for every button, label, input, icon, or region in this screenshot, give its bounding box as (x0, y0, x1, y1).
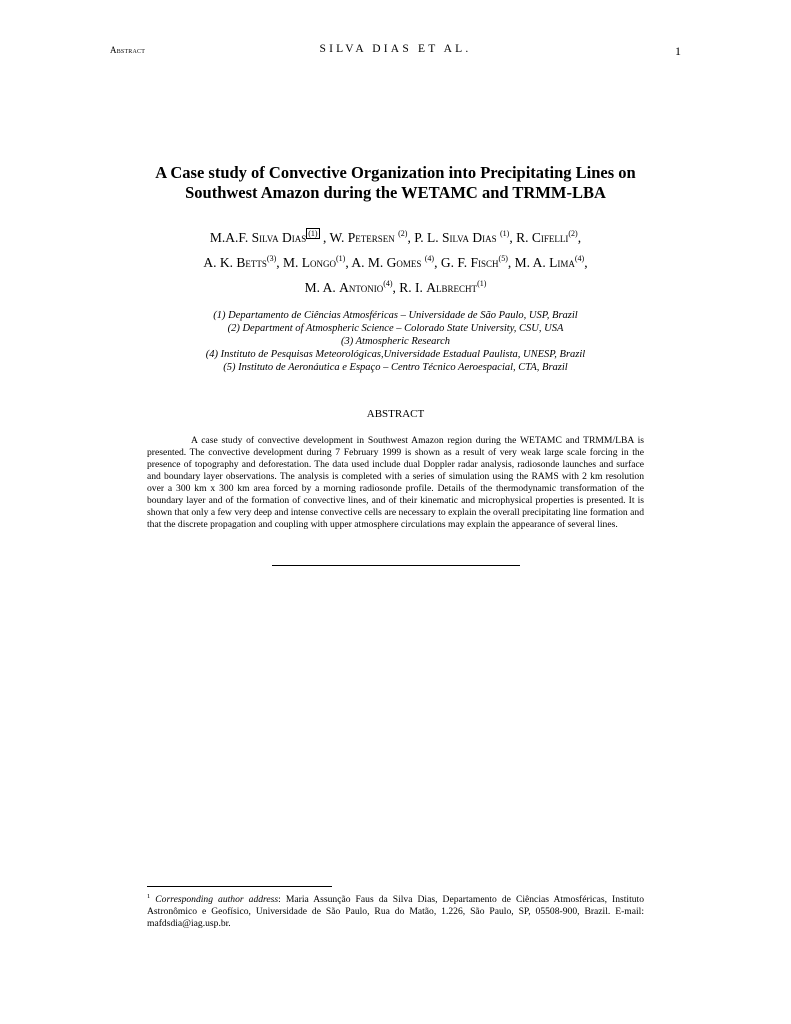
author-separator: , (319, 230, 330, 245)
author-separator: , (407, 230, 415, 245)
author-affil: (1) (477, 279, 487, 288)
footnote-marker: 1 (147, 893, 151, 900)
author-surname: Albrecht (426, 280, 478, 295)
author-surname: Silva Dias (251, 230, 307, 245)
author-surname: Silva Dias (441, 230, 497, 245)
author-affil: (3) (266, 254, 277, 263)
page-number: 1 (675, 44, 681, 58)
title-line-1: A Case study of Convective Organization into Precipitating Lines on (155, 163, 636, 182)
affiliation-item: (1) Departamento de Ciências Atmosféricas – Universidade de São Paulo, USP, Brazil (213, 310, 578, 321)
author-separator: , (577, 230, 582, 245)
author-affil: (1) (336, 254, 346, 263)
author-separator: , (276, 255, 283, 270)
author-surname: Cifelli (531, 230, 569, 245)
author-initials: M. A. (304, 280, 340, 295)
footnote-label: Corresponding author address (155, 894, 279, 905)
running-head-authors: SILVA DIAS ET AL. (319, 43, 472, 55)
title-line-2: Southwest Amazon during the WETAMC and TRMM-LBA (185, 183, 606, 202)
author-surname: Fisch (470, 255, 499, 270)
author-initials: M. A. (514, 255, 550, 270)
author-surname: Longo (301, 255, 337, 270)
affiliation-item: (3) Atmospheric Research (340, 336, 451, 347)
affiliation-list (120, 309, 671, 374)
author-initials: A. K. (203, 255, 237, 270)
paper-title (120, 163, 671, 203)
affiliation-item: (5) Instituto de Aeronáutica e Espaço – Centro Técnico Aeroespacial, CTA, Brazil (223, 362, 568, 373)
author-surname: Lima (549, 255, 575, 270)
author-line-2 (120, 250, 671, 275)
running-head-left: Abstract (110, 45, 146, 55)
author-initials: R. (516, 230, 532, 245)
affiliation-item: (2) Department of Atmospheric Science – Colorado State University, CSU, USA (227, 323, 564, 334)
author-separator: , (584, 255, 588, 270)
author-affil: (4) (383, 279, 393, 288)
author-affil: (4) (574, 254, 585, 263)
author-initials: A. M. (351, 255, 387, 270)
author-separator: , (434, 255, 441, 270)
author-line-1 (120, 225, 671, 250)
section-divider (272, 565, 520, 566)
author-separator: , (509, 230, 517, 245)
author-separator: , (392, 280, 400, 295)
abstract-heading: ABSTRACT (366, 408, 425, 420)
author-affil: (2) (398, 229, 408, 238)
footnote-rule (147, 886, 332, 887)
author-separator: , (345, 255, 352, 270)
author-initials: R. I. (399, 280, 427, 295)
author-list (120, 225, 671, 300)
author-surname: Antonio (339, 280, 384, 295)
author-initials: G. F. (440, 255, 471, 270)
author-initials: M.A.F. (209, 230, 252, 245)
author-affil: (1) (500, 229, 510, 238)
author-surname: Petersen (347, 230, 395, 245)
author-initials: P. L. (414, 230, 442, 245)
footnote (147, 894, 644, 930)
author-surname: Betts (236, 255, 267, 270)
author-line-3 (120, 275, 671, 300)
author-affil-link[interactable]: (1) (308, 229, 318, 238)
author-affil: (5) (498, 254, 508, 263)
author-separator: , (507, 255, 515, 270)
author-surname: Gomes (386, 255, 422, 270)
affiliation-item: (4) Instituto de Pesquisas Meteorológicas,Universidade Estadual Paulista, UNESP, Brazil (205, 349, 586, 360)
author-initials: W. (329, 230, 348, 245)
footnote-text: : Maria Assunção Faus da Silva Dias, Departamento de Ciências Atmosféricas, Instituto Astronômico e Geofísico, Universidade de São Paulo, Rua do Matão, 1.226, São Paulo, SP, 05508-900, Brazil. E-mail: mafdsdia@iag.usp.br. (147, 894, 645, 929)
author-initials: M. (283, 255, 302, 270)
author-affil: (2) (568, 229, 578, 238)
author-affil: (4) (424, 254, 435, 263)
abstract-body: A case study of convective development in Southwest Amazon region during the WETAMC and TRMM/LBA is presented. The convective development during 7 February 1999 is shown as a result of very weak large scale forcing in the presence of topography and deforestation. The data used include dual Doppler radar analysis, radiosonde launches and surface and boundary layer observations. The analysis is completed with a series of simulation using the RAMS with 2 km resolution over a 300 km x 300 km area forced by a morning radiosonde profile. Details of the thermodynamic transformation of the boundary layer and of the formation of convective lines, and of their kinematic and microphysical properties is presented. It is shown that only a few very deep and intense convective cells are necessary to explain the overall precipitating line formation and that the discrete propagation and coupling with upper atmosphere circulations may explain the appearance of several lines. (147, 435, 644, 530)
